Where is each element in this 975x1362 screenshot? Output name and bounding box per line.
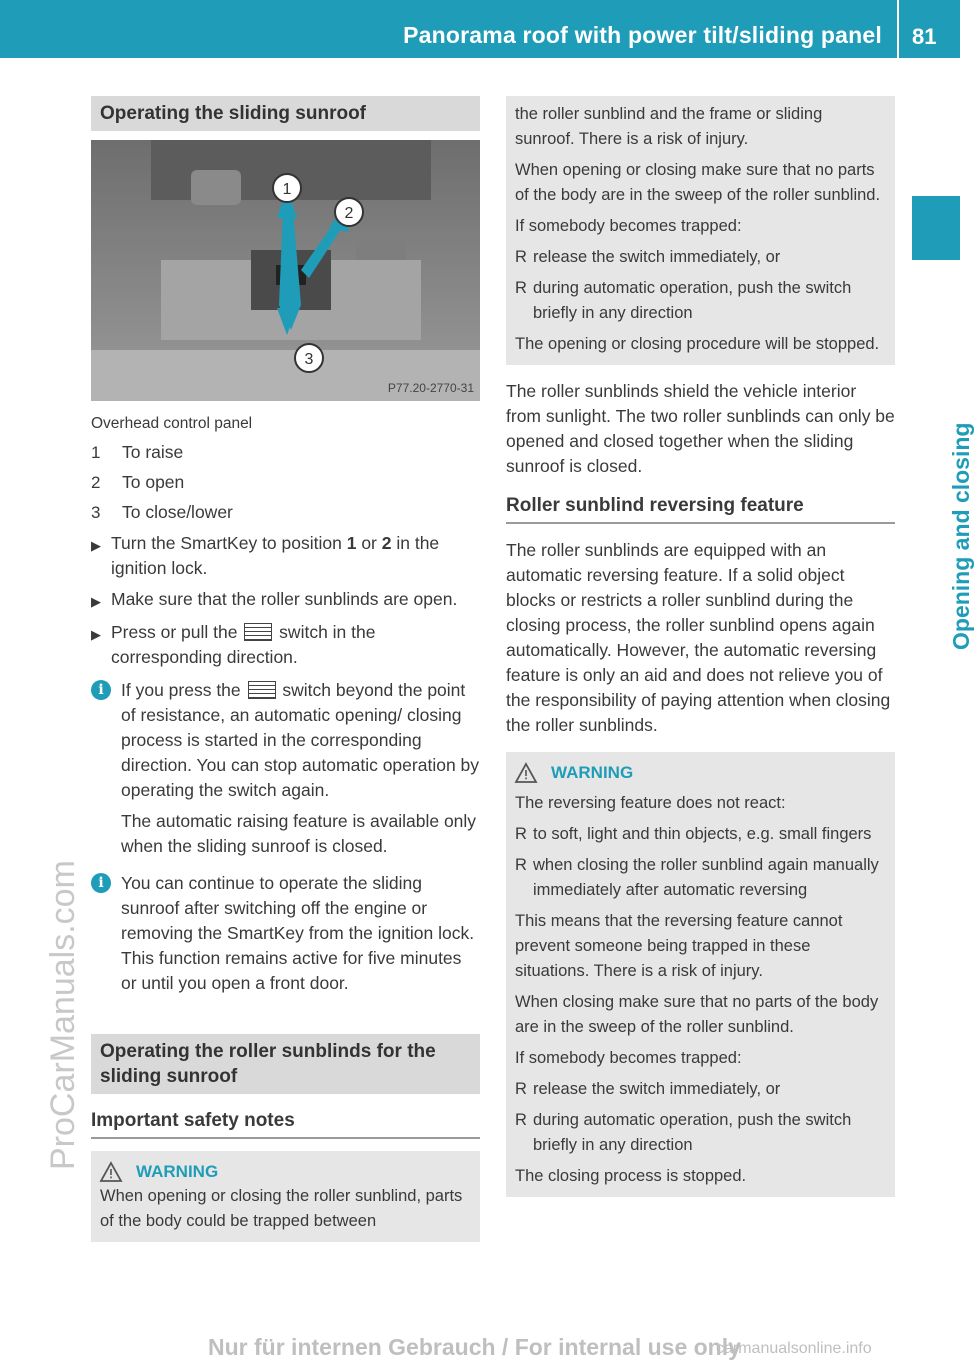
info-note: i You can continue to operate the sliding sunroof after switching off the engine or removing the SmartKey from the ignition lock. This function remains active for five minutes or until you open a front door. xyxy=(91,871,480,996)
right-column xyxy=(506,96,895,1197)
chapter-tab xyxy=(912,196,960,260)
bullet-item: R during automatic operation, push the switch briefly in any direction xyxy=(515,1111,852,1154)
bullet-item: R during automatic operation, push the switch briefly in any direction xyxy=(515,279,852,322)
header-title: Panorama roof with power tilt/sliding panel xyxy=(403,22,882,48)
figure-caption: Overhead control panel xyxy=(91,415,253,432)
paragraph: The roller sunblinds are equipped with an automatic reversing feature. If a solid object blocks or restricts a roller sunblind during the closing process, the roller sunblind opens again automatically. However, the automatic reversing feature is only an aid and does not relieve you of the responsibility of paying attention when closing the roller sunblinds. xyxy=(506,540,891,735)
info-icon: i xyxy=(91,873,111,893)
warning-triangle-icon xyxy=(100,1162,122,1182)
roof-switch-icon xyxy=(248,681,276,699)
bullet-item: R release the switch immediately, or xyxy=(515,248,781,266)
header-divider xyxy=(897,0,899,58)
info-icon: i xyxy=(91,680,111,700)
legend xyxy=(91,440,480,525)
warning-box-continued: the roller sunblind and the frame or sliding sunroof. There is a risk of injury. When opening or closing make sure that no parts of the body are in the sweep of the roller sunblind. If somebody becomes trapped: R release the switch immediately, or R during automatic operation, push the switch briefly in any direction The opening or closing procedure will be stopped. xyxy=(506,96,895,365)
footer-notice: Nur für internen Gebrauch / For internal use only xyxy=(208,1334,741,1360)
roof-switch-icon xyxy=(244,623,272,641)
instruction-step: ▶ Make sure that the roller sunblinds are open. xyxy=(91,587,480,614)
subheading-safety-notes: Important safety notes xyxy=(91,1108,480,1139)
legend-item: 3 To close/lower xyxy=(91,502,233,522)
step-arrow-icon: ▶ xyxy=(91,538,101,553)
bullet-item: R when closing the roller sunblind again manually immediately after automatic reversing xyxy=(515,856,879,899)
paragraph: The roller sunblinds shield the vehicle interior from sunlight. The two roller sunblinds can only be opened and closed together when the sliding sunroof is closed. xyxy=(506,381,895,476)
svg-text:2: 2 xyxy=(344,205,354,222)
step-arrow-icon: ▶ xyxy=(91,627,101,642)
section-heading-sliding-sunroof: Operating the sliding sunroof xyxy=(91,96,480,131)
bullet-item: R release the switch immediately, or xyxy=(515,1080,781,1098)
warning-box: WARNING The reversing feature does not react: R to soft, light and thin objects, e.g. small fingers R when closing the roller sunblind again manually immediately after automatic reversing This means that the reversing feature cannot prevent someone being trapped in these situations. There is a risk of injury. When closing make sure that no parts of the body are in the sweep of the roller sunblind. If somebody becomes trapped: R release the switch immediately, or R during automatic operation, push the switch briefly in any direction The closing process is stopped. xyxy=(506,752,895,1197)
svg-text:3: 3 xyxy=(304,351,314,368)
warning-box: WARNING When opening or closing the roller sunblind, parts of the body could be trapped between xyxy=(91,1151,480,1242)
left-column xyxy=(91,96,480,1242)
subheading-reversing-feature: Roller sunblind reversing feature xyxy=(506,493,895,524)
page-number: 81 xyxy=(912,24,937,49)
svg-text:1: 1 xyxy=(282,181,292,198)
section-heading-roller-sunblinds: Operating the roller sunblinds for the sliding sunroof xyxy=(91,1034,480,1094)
figure-code: P77.20-2770-31 xyxy=(387,381,474,395)
chapter-label: Opening and closing xyxy=(948,422,974,650)
bullet-item: R to soft, light and thin objects, e.g. small fingers xyxy=(515,825,872,843)
info-note: i If you press the switch beyond the point of resistance, an automatic opening/ closing process is started in the corresponding direction. You can stop automatic operation by operating the switch again. The automatic raising feature is available only when the sliding sunroof is closed. xyxy=(91,678,480,859)
overhead-panel-image xyxy=(91,140,480,401)
legend-item: 2 To open xyxy=(91,472,185,492)
page-header xyxy=(0,0,960,58)
instruction-step: ▶ Press or pull the switch in the corresponding direction. xyxy=(91,620,480,670)
warning-triangle-icon xyxy=(515,763,537,783)
legend-item: 1 To raise xyxy=(91,442,184,462)
footer-site: carmanualsonline.info xyxy=(716,1340,872,1357)
watermark: ProCarManuals.com xyxy=(44,860,82,1170)
step-arrow-icon: ▶ xyxy=(91,594,101,609)
instruction-step: ▶ Turn the SmartKey to position 1 or 2 in the ignition lock. xyxy=(91,531,480,581)
